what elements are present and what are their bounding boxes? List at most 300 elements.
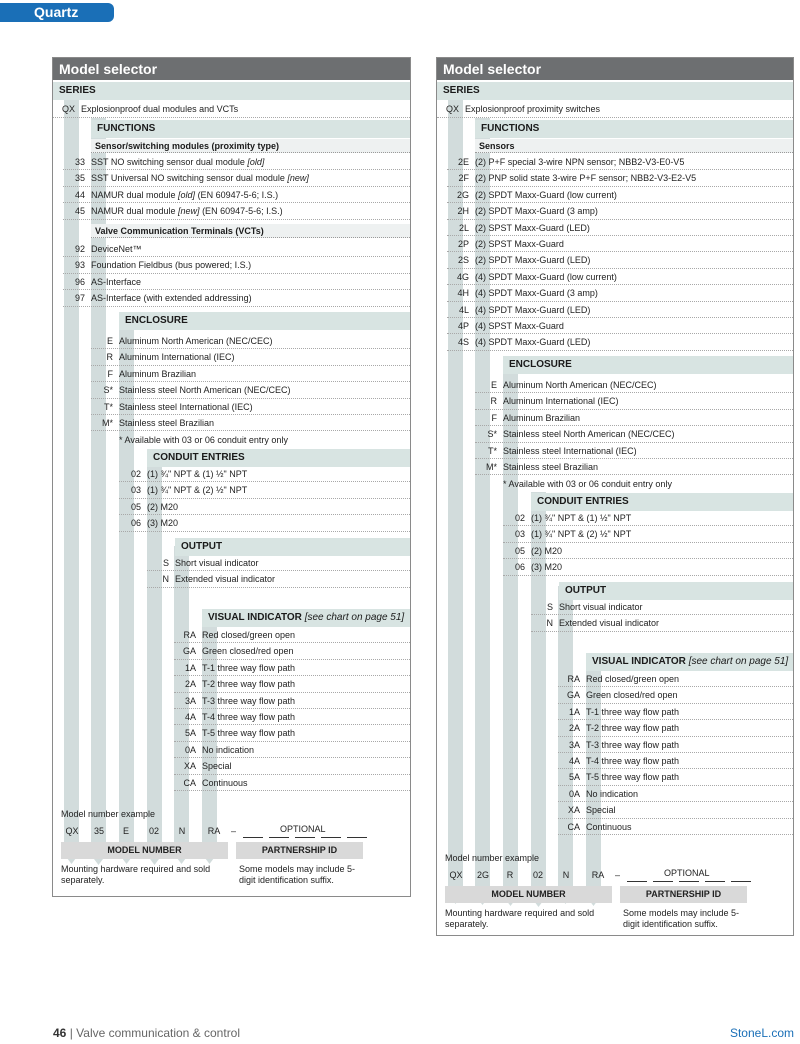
option-description bbox=[559, 615, 659, 631]
option-description bbox=[586, 786, 638, 802]
option-description bbox=[202, 709, 295, 725]
function-option[interactable] bbox=[447, 285, 793, 301]
model-example-dash: – bbox=[231, 826, 237, 836]
option-code: T* bbox=[488, 445, 497, 456]
function-option[interactable] bbox=[63, 203, 410, 219]
option-description bbox=[475, 252, 590, 268]
model-example-code: 2G bbox=[476, 870, 489, 880]
option-text: (4) SPST Maxx-Guard bbox=[475, 321, 564, 331]
option-text: (2) SPDT Maxx-Guard (LED) bbox=[475, 255, 591, 266]
option-text: T-2 three way flow path bbox=[586, 723, 680, 734]
option-text: Aluminum International (IEC) bbox=[503, 396, 619, 407]
option-description bbox=[475, 334, 590, 350]
option-code: 2G bbox=[456, 189, 469, 200]
option-description bbox=[91, 170, 309, 186]
option-text: Extended visual indicator bbox=[175, 574, 276, 585]
option-code: 06 bbox=[130, 518, 141, 529]
visual-indicator-option[interactable] bbox=[558, 819, 793, 835]
option-code: N bbox=[546, 618, 553, 629]
option-description bbox=[91, 241, 142, 257]
option-text: (3) M20 bbox=[147, 518, 179, 529]
option-code: 06 bbox=[514, 562, 525, 573]
visual-indicator-option[interactable] bbox=[174, 643, 410, 659]
option-text: Stainless steel North American (NEC/CEC) bbox=[503, 429, 675, 440]
model-example-code: QX bbox=[65, 826, 79, 836]
option-text: Stainless steel International (IEC) bbox=[119, 401, 253, 412]
enclosure-heading: ENCLOSURE bbox=[119, 312, 410, 330]
function-option[interactable] bbox=[447, 170, 793, 186]
optional-digit-blank bbox=[347, 837, 367, 838]
enclosure-option[interactable] bbox=[475, 410, 793, 426]
footer-separator: | bbox=[69, 1026, 73, 1040]
option-description bbox=[586, 819, 632, 835]
option-code: 2P bbox=[457, 239, 469, 249]
option-text: T-1 three way flow path bbox=[202, 662, 296, 673]
option-description bbox=[202, 775, 248, 791]
functions-heading: FUNCTIONS bbox=[91, 120, 410, 138]
option-suffix: (EN 60947-5-6; I.S.) bbox=[195, 189, 279, 200]
visual-indicator-option[interactable] bbox=[558, 704, 793, 720]
conduit-heading: CONDUIT ENTRIES bbox=[531, 493, 793, 511]
optional-digit-blank bbox=[627, 881, 647, 882]
option-description bbox=[586, 704, 679, 720]
function-option[interactable] bbox=[63, 187, 410, 203]
visual-indicator-title: VISUAL INDICATOR bbox=[592, 656, 686, 667]
option-code: F bbox=[107, 368, 113, 379]
option-text: Continuous bbox=[586, 821, 632, 832]
option-text: (2) PNP solid state 3-wire P+F sensor; NBB2-V3-E2-V5 bbox=[475, 173, 697, 184]
model-example-optional: OPTIONAL bbox=[664, 868, 710, 878]
visual-indicator-option[interactable] bbox=[174, 758, 410, 774]
functions-subheading: Sensors bbox=[475, 139, 793, 153]
visual-indicator-option[interactable] bbox=[174, 709, 410, 725]
option-text: Stainless steel North American (NEC/CEC) bbox=[119, 385, 291, 396]
option-code: 4A bbox=[184, 712, 196, 722]
option-code: 4G bbox=[456, 271, 469, 282]
option-text: (2) SPST Maxx-Guard (LED) bbox=[475, 222, 590, 233]
option-description bbox=[119, 399, 253, 415]
model-selector-right bbox=[436, 57, 794, 936]
model-example-code: QX bbox=[449, 870, 463, 880]
function-option[interactable] bbox=[447, 252, 793, 268]
option-description bbox=[91, 154, 264, 170]
option-code: RA bbox=[183, 630, 196, 640]
option-description bbox=[475, 269, 617, 285]
visual-indicator-reference: [see chart on page 51] bbox=[688, 656, 789, 667]
function-option[interactable] bbox=[447, 154, 793, 170]
function-option[interactable] bbox=[447, 236, 793, 252]
option-text: Short visual indicator bbox=[175, 558, 259, 568]
enclosure-option[interactable] bbox=[91, 366, 410, 382]
option-description bbox=[586, 802, 616, 818]
option-code: 4P bbox=[457, 321, 469, 331]
option-text: Aluminum International (IEC) bbox=[119, 352, 235, 363]
option-code: T* bbox=[104, 401, 113, 412]
footer-section: Valve communication & control bbox=[76, 1026, 241, 1040]
model-example-label: Model number example bbox=[445, 853, 540, 863]
option-text: Continuous bbox=[202, 777, 248, 788]
vct-option[interactable] bbox=[63, 241, 410, 257]
visual-indicator-option[interactable] bbox=[558, 769, 793, 785]
option-description bbox=[586, 753, 679, 769]
option-text: T-1 three way flow path bbox=[586, 706, 680, 717]
visual-indicator-option[interactable] bbox=[558, 802, 793, 818]
option-description bbox=[503, 426, 675, 442]
conduit-heading: CONDUIT ENTRIES bbox=[147, 449, 410, 467]
option-description bbox=[175, 571, 275, 587]
partnership-id-bar: PARTNERSHIP ID bbox=[620, 886, 747, 903]
option-code: 02 bbox=[130, 469, 141, 479]
option-text: (1) ¾" NPT & (1) ½" NPT bbox=[147, 469, 248, 479]
option-text: Foundation Fieldbus (bus powered; I.S.) bbox=[91, 260, 252, 271]
option-code: 1A bbox=[184, 662, 196, 673]
option-code: CA bbox=[183, 777, 196, 788]
model-number-bar: MODEL NUMBER bbox=[445, 886, 612, 903]
model-example-dash: – bbox=[615, 870, 621, 880]
option-text: NAMUR dual module bbox=[91, 189, 179, 200]
conduit-option[interactable] bbox=[119, 482, 410, 498]
visual-indicator-option[interactable] bbox=[558, 753, 793, 769]
option-text: Stainless steel International (IEC) bbox=[503, 445, 637, 456]
option-code: CA bbox=[567, 821, 580, 832]
visual-indicator-option[interactable] bbox=[558, 786, 793, 802]
function-option[interactable] bbox=[447, 220, 793, 236]
enclosure-option[interactable] bbox=[91, 333, 410, 349]
visual-indicator-option[interactable] bbox=[174, 742, 410, 758]
option-text: Stainless steel Brazilian bbox=[503, 462, 599, 472]
option-description bbox=[202, 758, 232, 774]
option-description bbox=[531, 543, 562, 559]
function-option[interactable] bbox=[63, 170, 410, 186]
option-code: 96 bbox=[74, 276, 85, 287]
panel-title: Model selector bbox=[53, 58, 410, 80]
visual-indicator-option[interactable] bbox=[558, 671, 793, 687]
enclosure-option[interactable] bbox=[91, 399, 410, 415]
option-note: [new] bbox=[287, 173, 309, 184]
functions-subheading-vct: Valve Communication Terminals (VCTs) bbox=[91, 224, 410, 238]
option-text: No indication bbox=[202, 744, 255, 755]
partnership-id-bar: PARTNERSHIP ID bbox=[236, 842, 363, 859]
option-description bbox=[475, 285, 598, 301]
option-description: Explosionproof proximity switches bbox=[465, 104, 601, 114]
option-description bbox=[475, 187, 617, 203]
option-code: 2S bbox=[457, 255, 469, 266]
option-description bbox=[531, 526, 631, 542]
series-heading: SERIES bbox=[437, 82, 793, 100]
mounting-hardware-note: Mounting hardware required and sold separately. bbox=[445, 908, 595, 929]
visual-indicator-option[interactable] bbox=[174, 660, 410, 676]
conduit-option[interactable] bbox=[503, 510, 793, 526]
option-text: SST Universal NO switching sensor dual module bbox=[91, 173, 288, 184]
model-number-bar: MODEL NUMBER bbox=[61, 842, 228, 859]
option-code: RA bbox=[567, 674, 580, 684]
option-code: 4H bbox=[457, 288, 469, 299]
optional-digit-blank bbox=[679, 881, 699, 882]
output-option[interactable] bbox=[147, 555, 410, 571]
vct-option[interactable] bbox=[63, 290, 410, 306]
option-text: (1) ¾" NPT & (1) ½" NPT bbox=[531, 513, 632, 523]
option-code: E bbox=[490, 380, 497, 390]
option-code: 05 bbox=[130, 501, 141, 512]
visual-indicator-heading bbox=[586, 653, 793, 671]
function-option[interactable] bbox=[63, 154, 410, 170]
series-row[interactable] bbox=[53, 100, 410, 118]
section-tab: Quartz bbox=[0, 3, 114, 22]
option-text: (4) SPDT Maxx-Guard (LED) bbox=[475, 337, 591, 348]
option-description bbox=[586, 720, 679, 736]
enclosure-option[interactable] bbox=[475, 426, 793, 442]
vct-option[interactable] bbox=[63, 274, 410, 290]
option-code: 45 bbox=[74, 206, 85, 217]
model-example-code: 02 bbox=[148, 826, 159, 836]
option-description bbox=[475, 220, 590, 236]
option-code: 03 bbox=[130, 485, 141, 496]
optional-digit-blank bbox=[269, 837, 289, 838]
option-code: 2H bbox=[457, 206, 469, 217]
visual-indicator-option[interactable] bbox=[174, 676, 410, 692]
output-option[interactable] bbox=[531, 615, 793, 631]
enclosure-option[interactable] bbox=[91, 415, 410, 431]
model-example-code: RA bbox=[591, 870, 605, 880]
visual-indicator-option[interactable] bbox=[174, 775, 410, 791]
option-note: [old] bbox=[247, 157, 265, 167]
option-description bbox=[202, 693, 295, 709]
option-description bbox=[91, 187, 278, 203]
model-example-code: E bbox=[122, 826, 129, 836]
optional-digit-blank bbox=[653, 881, 673, 882]
option-description bbox=[147, 499, 178, 515]
option-text: (2) P+F special 3-wire NPN sensor; NBB2-V3-E0-V5 bbox=[475, 157, 685, 167]
option-code: R bbox=[106, 352, 113, 363]
option-description bbox=[119, 366, 196, 382]
option-code: S bbox=[546, 602, 553, 612]
option-code: 05 bbox=[514, 545, 525, 556]
option-description bbox=[202, 643, 294, 659]
option-text: T-2 three way flow path bbox=[202, 679, 296, 690]
footer-website[interactable]: StoneL.com bbox=[729, 1026, 794, 1040]
option-code: S bbox=[162, 558, 169, 568]
option-code: GA bbox=[566, 690, 580, 701]
option-text: (2) M20 bbox=[531, 545, 563, 556]
option-text: NAMUR dual module bbox=[91, 206, 179, 217]
series-heading: SERIES bbox=[53, 82, 410, 100]
enclosure-option[interactable] bbox=[91, 349, 410, 365]
enclosure-footnote: * Available with 03 or 06 conduit entry only bbox=[503, 479, 672, 490]
conduit-option[interactable] bbox=[503, 559, 793, 575]
partnership-id-note: Some models may include 5-digit identification suffix. bbox=[623, 908, 740, 929]
option-code: 4A bbox=[568, 756, 580, 766]
model-example-code: 35 bbox=[93, 826, 104, 836]
visual-indicator-option[interactable] bbox=[174, 627, 410, 643]
option-code: GA bbox=[182, 646, 196, 657]
model-selector-left bbox=[52, 57, 411, 897]
conduit-option[interactable] bbox=[119, 466, 410, 482]
functions-subheading: Sensor/switching modules (proximity type) bbox=[91, 139, 410, 153]
option-code: R bbox=[490, 396, 497, 407]
page-footer bbox=[53, 1026, 240, 1040]
option-text: SST NO switching sensor dual module bbox=[91, 157, 248, 167]
enclosure-option[interactable] bbox=[475, 393, 793, 409]
enclosure-option[interactable] bbox=[475, 443, 793, 459]
option-text: Aluminum Brazilian bbox=[119, 368, 197, 379]
option-text: T-5 three way flow path bbox=[586, 772, 680, 783]
option-description bbox=[475, 170, 696, 186]
option-description bbox=[202, 627, 295, 643]
partnership-id-note: Some models may include 5-digit identification suffix. bbox=[239, 864, 356, 885]
option-code: 44 bbox=[74, 189, 85, 200]
conduit-option[interactable] bbox=[503, 526, 793, 542]
model-example-code: N bbox=[178, 826, 186, 836]
function-option[interactable] bbox=[447, 203, 793, 219]
option-text: (4) SPDT Maxx-Guard (low current) bbox=[475, 271, 617, 282]
option-text: DeviceNet™ bbox=[91, 244, 142, 254]
option-text: T-3 three way flow path bbox=[202, 695, 296, 706]
function-option[interactable] bbox=[447, 302, 793, 318]
conduit-option[interactable] bbox=[119, 515, 410, 531]
option-description bbox=[503, 377, 657, 393]
option-description bbox=[119, 349, 235, 365]
option-description bbox=[475, 318, 564, 334]
option-code: M* bbox=[486, 462, 497, 472]
option-code: 5A bbox=[184, 728, 196, 739]
option-text: Extended visual indicator bbox=[559, 618, 660, 629]
visual-indicator-option[interactable] bbox=[174, 725, 410, 741]
option-code: 93 bbox=[74, 260, 85, 271]
option-code: 2A bbox=[568, 723, 580, 734]
enclosure-footnote: * Available with 03 or 06 conduit entry only bbox=[119, 435, 288, 446]
option-text: (2) SPST Maxx-Guard bbox=[475, 239, 564, 249]
option-code: 97 bbox=[74, 293, 85, 304]
option-text: (3) M20 bbox=[531, 562, 563, 573]
option-code: S* bbox=[487, 429, 497, 440]
option-note: [new] bbox=[178, 206, 200, 217]
option-description bbox=[503, 393, 619, 409]
output-option[interactable] bbox=[147, 571, 410, 587]
option-text: T-5 three way flow path bbox=[202, 728, 296, 739]
option-code: 1A bbox=[568, 706, 580, 717]
vct-option[interactable] bbox=[63, 257, 410, 273]
conduit-option[interactable] bbox=[119, 499, 410, 515]
option-text: (2) M20 bbox=[147, 501, 179, 512]
option-code: M* bbox=[102, 418, 113, 428]
model-example-code: N bbox=[562, 870, 570, 880]
optional-digit-blank bbox=[295, 837, 315, 838]
option-description bbox=[147, 482, 247, 498]
optional-digit-blank bbox=[705, 881, 725, 882]
option-code: XA bbox=[567, 805, 580, 816]
option-description bbox=[586, 769, 679, 785]
option-text: T-3 three way flow path bbox=[586, 739, 680, 750]
option-description bbox=[503, 443, 637, 459]
option-code: 2F bbox=[458, 173, 469, 184]
conduit-option[interactable] bbox=[503, 543, 793, 559]
model-example-code: RA bbox=[207, 826, 221, 836]
visual-indicator-option[interactable] bbox=[558, 737, 793, 753]
visual-indicator-option[interactable] bbox=[558, 720, 793, 736]
enclosure-option[interactable] bbox=[91, 382, 410, 398]
option-text: Green closed/red open bbox=[202, 646, 294, 657]
option-description bbox=[91, 274, 141, 290]
option-description bbox=[147, 515, 178, 531]
optional-digit-blank bbox=[731, 881, 751, 882]
option-text: Stainless steel Brazilian bbox=[119, 418, 215, 428]
output-heading: OUTPUT bbox=[175, 538, 410, 556]
function-option[interactable] bbox=[447, 318, 793, 334]
option-text: Green closed/red open bbox=[586, 690, 678, 701]
option-code: E bbox=[106, 336, 113, 346]
output-option[interactable] bbox=[531, 599, 793, 615]
option-code: 0A bbox=[568, 788, 580, 799]
function-option[interactable] bbox=[447, 334, 793, 350]
option-suffix: (EN 60947-5-6; I.S.) bbox=[199, 206, 283, 217]
option-text: (1) ¾" NPT & (2) ½" NPT bbox=[147, 485, 248, 496]
option-description bbox=[531, 559, 562, 575]
function-option[interactable] bbox=[447, 187, 793, 203]
option-description bbox=[475, 302, 590, 318]
option-description bbox=[503, 410, 580, 426]
option-code: 03 bbox=[514, 529, 525, 540]
option-text: (2) SPDT Maxx-Guard (low current) bbox=[475, 189, 617, 200]
option-description bbox=[559, 599, 643, 615]
option-text: (4) SPDT Maxx-Guard (LED) bbox=[475, 304, 591, 315]
enclosure-heading: ENCLOSURE bbox=[503, 356, 793, 374]
option-description bbox=[175, 555, 259, 571]
option-text: Aluminum Brazilian bbox=[503, 412, 581, 423]
option-text: Red closed/green open bbox=[586, 674, 680, 684]
option-text: T-4 three way flow path bbox=[202, 712, 296, 722]
option-code: 33 bbox=[74, 157, 85, 167]
option-text: Red closed/green open bbox=[202, 630, 296, 640]
option-code: QX bbox=[61, 104, 75, 114]
page-number: 46 bbox=[53, 1026, 67, 1040]
option-description bbox=[91, 257, 251, 273]
visual-indicator-reference: [see chart on page 51] bbox=[304, 612, 405, 623]
option-code: N bbox=[162, 574, 169, 585]
visual-indicator-option[interactable] bbox=[174, 693, 410, 709]
model-example-code: R bbox=[506, 870, 514, 880]
option-description bbox=[202, 725, 295, 741]
option-text: Aluminum North American (NEC/CEC) bbox=[119, 336, 273, 346]
function-option[interactable] bbox=[447, 269, 793, 285]
option-code: 4L bbox=[458, 304, 469, 315]
option-description bbox=[475, 203, 598, 219]
enclosure-option[interactable] bbox=[475, 459, 793, 475]
visual-indicator-option[interactable] bbox=[558, 687, 793, 703]
option-code: XA bbox=[183, 761, 196, 772]
option-code: 0A bbox=[184, 744, 196, 755]
option-description bbox=[202, 742, 254, 758]
option-text: Aluminum North American (NEC/CEC) bbox=[503, 380, 657, 390]
enclosure-option[interactable] bbox=[475, 377, 793, 393]
option-code: 92 bbox=[74, 244, 85, 254]
panel-title: Model selector bbox=[437, 58, 793, 80]
output-heading: OUTPUT bbox=[559, 582, 793, 600]
functions-heading: FUNCTIONS bbox=[475, 120, 793, 138]
visual-indicator-title: VISUAL INDICATOR bbox=[208, 612, 302, 623]
option-text: AS-Interface bbox=[91, 276, 142, 287]
mounting-hardware-note: Mounting hardware required and sold separately. bbox=[61, 864, 211, 885]
visual-indicator-heading bbox=[202, 609, 410, 627]
series-row[interactable] bbox=[437, 100, 793, 118]
option-code: 4S bbox=[457, 337, 469, 348]
option-text: (4) SPDT Maxx-Guard (3 amp) bbox=[475, 288, 598, 299]
option-description bbox=[119, 415, 214, 431]
option-description bbox=[586, 737, 679, 753]
option-text: Short visual indicator bbox=[559, 602, 643, 612]
option-description bbox=[586, 687, 678, 703]
option-text: No indication bbox=[586, 788, 639, 799]
option-description bbox=[475, 236, 564, 252]
